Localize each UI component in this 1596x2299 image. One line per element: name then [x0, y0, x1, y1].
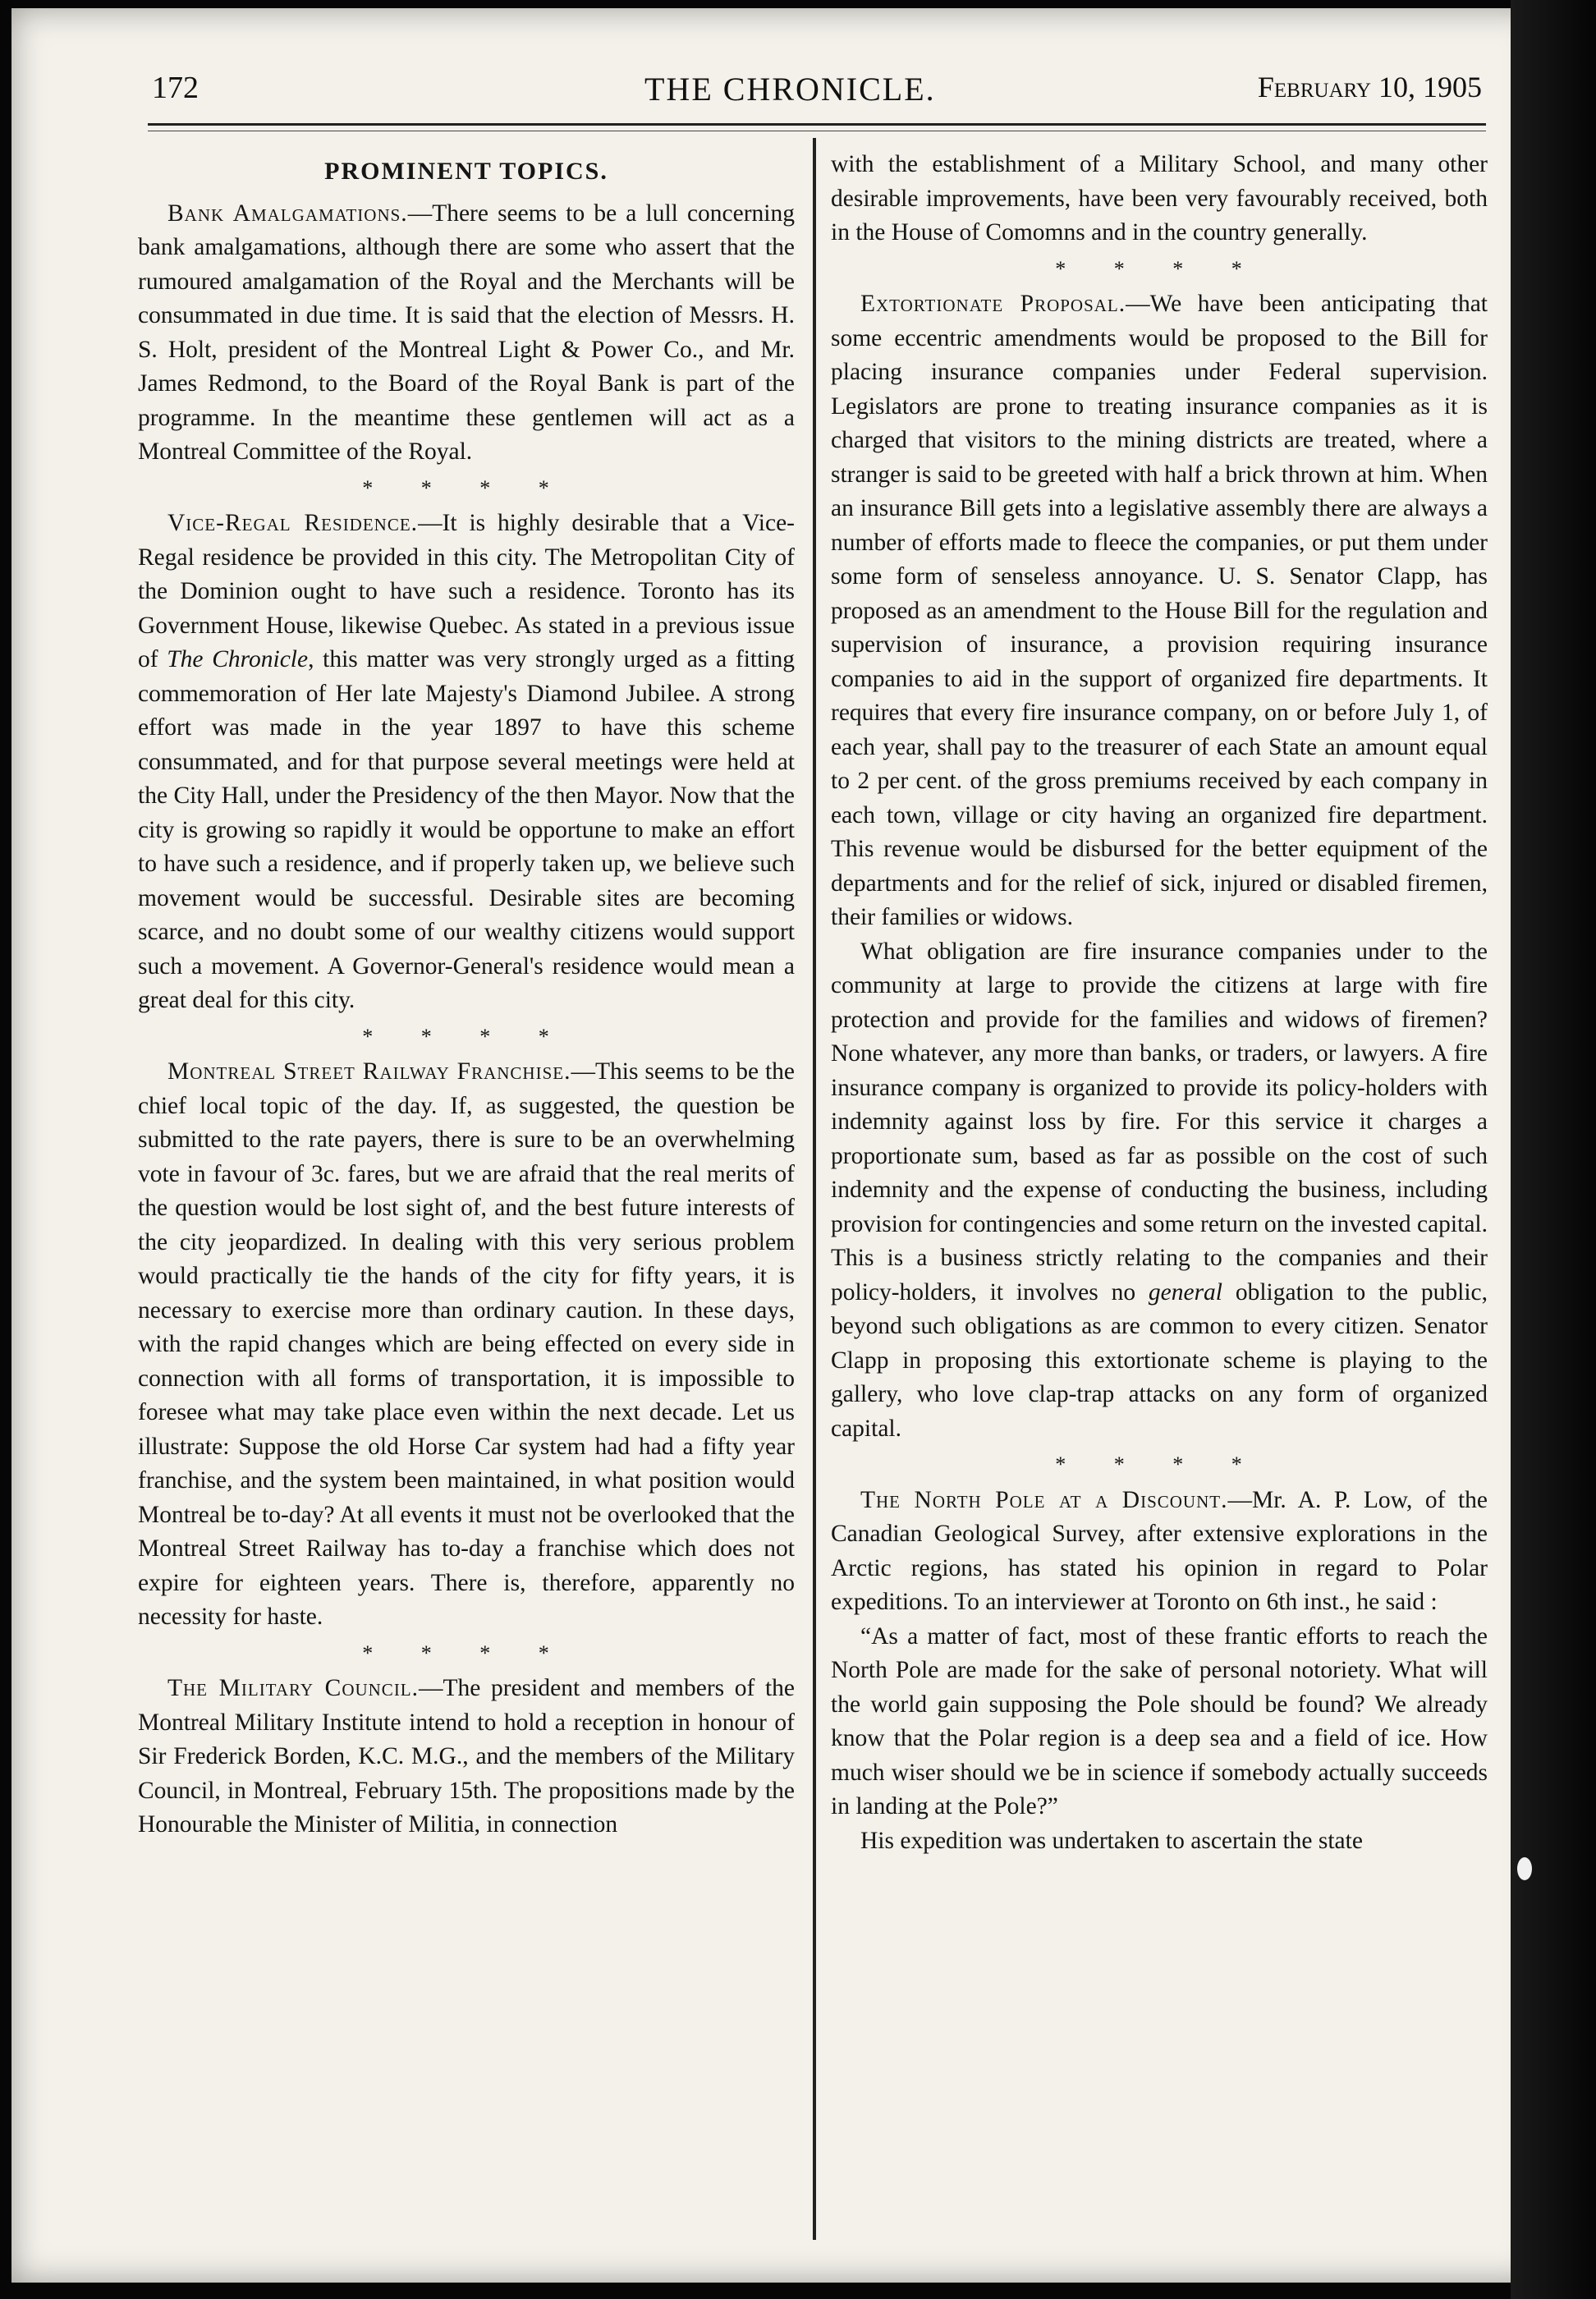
- masthead-title: THE CHRONICLE.: [644, 71, 936, 108]
- section-title: PROMINENT TOPICS.: [324, 158, 608, 185]
- article-body: , this matter was very strongly urged as a fitting commemoration of Her late Majesty's Diamond Jubilee. A strong effort was made in the year 1897 to have this scheme consummated, and for that purpose several meetings were held at the City Hall, under the Presidency of the then Mayor. Now that the city is growing so rapidly it would be opportune to make an effort to have such a residence, and if properly taken up, we believe such movement would be successful. Desirable sites are becoming scarce, and no doubt some of our wealthy citizens would support such a movement. A Governor-General's residence would mean a great deal for this city.: [138, 646, 795, 1013]
- article-lead: Bank Amalgamations.: [167, 200, 408, 227]
- article-body: —We have been anticipating that some eccentric amendments would be proposed to the Bill for placing insurance companies under Federal supervision. Legislators are prone to treating insurance companies as it is charged that visitors to the mining districts are treated, where a stranger is said to be greeted with half a brick thrown at him. When an insurance Bill gets into a legislative assembly there are always a number of efforts made to fleece the companies, or put them under some form of senseless annoyance. U. S. Senator Clapp, has proposed as an amendment to the House Bill for the regulation and supervision of insurance, a provision requiring insurance companies to aid in the support of organized fire departments. It requires that every fire insurance company, on or before July 1, of each year, shall pay to the treasurer of each State an amount equal to 2 per cent. of the gross premiums received by each company in each town, village or city having an organized fire department. This revenue would be disbursed for the better equipment of the departments and for the relief of sick, injured or disabled firemen, their families or widows.: [831, 291, 1488, 930]
- right-column: [831, 148, 1488, 1858]
- article-body: obligation to the public, beyond such obligations as are common to every citizen. Senator Clapp in proposing this extortionate scheme is playing to the gallery, who love clap-trap attacks on any form of organized capital.: [831, 1278, 1488, 1442]
- section-separator: * * * *: [362, 475, 571, 500]
- article-paragraph: [831, 935, 1488, 1447]
- section-separator: * * * *: [362, 1641, 571, 1665]
- article-lead: Vice-Regal Residence.: [167, 510, 419, 536]
- article-body: What obligation are fire insurance companies under to the community at large to provide the citizens at large with fire protection and provide for the families and widows of firemen? None whatever, any more than banks, or traders, or lawyers. A fire insurance company is organized to provide its policy-holders with indemnity against loss by fire. For this service it charges a proportionate sum, based as far as possible on the cost of such indemnity and the expense of conducting the business, including provision for contingencies and some return on the invested capital. This is a business strictly relating to the companies and their policy-holders, it involves no: [831, 938, 1488, 1306]
- page-number: 172: [152, 71, 199, 105]
- article-lead: The Military Council.: [167, 1675, 420, 1701]
- section-separator: * * * *: [1055, 1452, 1264, 1476]
- article-lead: Extortionate Proposal.: [860, 291, 1126, 317]
- article-extortionate-proposal: [831, 287, 1488, 935]
- article-vice-regal-residence: [138, 507, 795, 1018]
- article-paragraph: His expedition was undertaken to ascertain the state: [860, 1827, 1363, 1854]
- article-body: —There seems to be a lull concerning bank amalgamations, although there are some who assert that the rumoured amalgamation of the Royal and the Merchants will be consummated in due time. It is said that the election of Messrs. H. S. Holt, president of the Montreal Light & Power Co., and Mr. James Redmond, to the Board of the Royal Bank is part of the programme. In the meantime these gentlemen will act as a Montreal Committee of the Royal.: [138, 200, 796, 465]
- section-separator: * * * *: [1055, 256, 1264, 281]
- article-body: —The president and members of the Montreal Military Institute intend to hold a reception in honour of Sir Frederick Borden, K.C. M.G., and the members of the Military Council, in Montreal, February 15th. The propositions made by the Honourable the Minister of Militia, in connection: [138, 1675, 795, 1838]
- article-body: —This seems to be the chief local topic of the day. If, as suggested, the question be submitted to the rate payers, there is sure to be an overwhelming vote in favour of 3c. fares, but we are afraid that the real merits of the question would be lost sight of, and the best future interests of the city jeopardized. In dealing with this very serious problem would practically tie the hands of the city for fifty years, it is necessary to exercise more than ordinary caution. In these days, with the rapid changes which are being effected on every side in connection with all forms of transportation, it is impossible to foresee what may take place even within the next decade. Let us illustrate: Suppose the old Horse Car system had had a fifty year franchise, and the system been maintained, in what position would Montreal be to-day? At all events it must not be overlooked that the Montreal Street Railway has to-day a franchise which does not expire for eighteen years. There is, therefore, apparently no necessity for haste.: [138, 1058, 796, 1630]
- header-rule: [148, 123, 1486, 131]
- emphasis-word: general: [1148, 1278, 1223, 1306]
- column-divider: [813, 138, 816, 2240]
- section-separator: * * * *: [362, 1024, 571, 1049]
- article-bank-amalgamations: [138, 197, 795, 470]
- article-lead: Montreal Street Railway Franchise.: [167, 1058, 571, 1085]
- page-header: [152, 70, 1482, 119]
- issue-date: February 10, 1905: [1257, 71, 1482, 103]
- publication-name: The Chronicle: [167, 646, 309, 672]
- article-military-council: [138, 1672, 795, 1842]
- article-body: —It is highly desirable that a Vice-Regal residence be provided in this city. The Metropolitan City of the Dominion ought to have such a residence. Toronto has its Government House, likewise Quebec. As stated in a previous issue of: [138, 510, 795, 672]
- article-continuation: with the establishment of a Military School, and many other desirable improvements, have been very favourably received, both in the House of Comomns and in the country generally.: [831, 151, 1488, 246]
- left-column: [138, 148, 795, 1842]
- article-lead: The North Pole at a Discount.: [860, 1486, 1228, 1513]
- scan-artifact: [1517, 1857, 1532, 1880]
- page-edge-shadow: [1511, 0, 1596, 2299]
- article-north-pole: [831, 1484, 1488, 1620]
- article-body: —Mr. A. P. Low, of the Canadian Geological Survey, after extensive explorations in the Arctic regions, has stated his opinion in regard to Polar expeditions. To an interviewer at Toronto on 6th inst., he said :: [831, 1486, 1488, 1615]
- article-quote: “As a matter of fact, most of these frantic efforts to reach the North Pole are made for the sake of personal notoriety. What will the world gain supposing the Pole should be found? We already know that the Polar region is a deep sea and a field of ice. How much wiser should we be in science if somebody actually succeeds in landing at the Pole?”: [831, 1622, 1488, 1819]
- article-street-railway: [138, 1055, 795, 1635]
